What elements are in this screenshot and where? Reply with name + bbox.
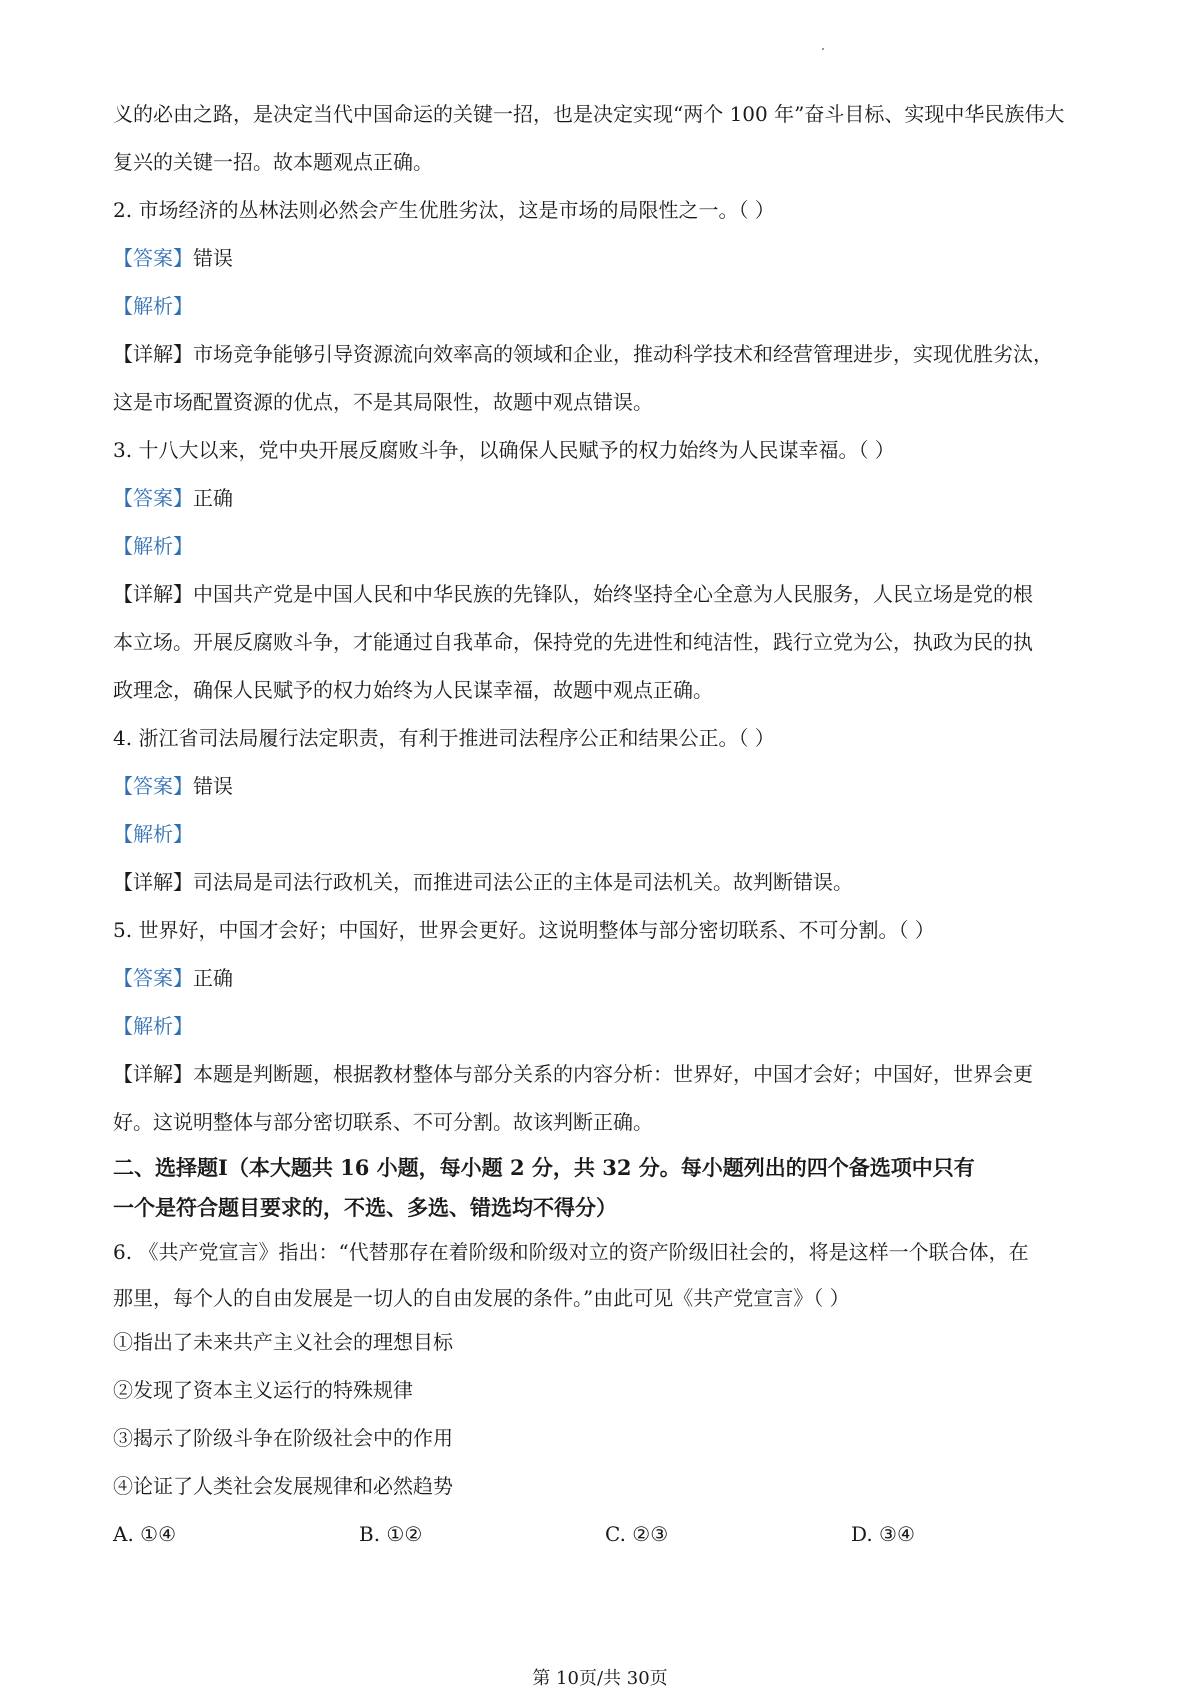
statement-item: ②发现了资本主义运行的特殊规律 [113,1378,413,1402]
question-6 [113,1232,1098,1558]
label-tag: 【答案】 [113,966,193,990]
question-stem: 那里，每个人的自由发展是一切人的自由发展的条件。”由此可见《共产党宣言》（ ） [113,1286,850,1310]
option-d[interactable]: D. ③④ [851,1522,915,1546]
line-text: 5. 世界好，中国才会好；中国好，世界会更好。这说明整体与部分密切联系、不可分割。（ ） [113,918,935,942]
answer-line [113,474,1098,522]
line-text: 错误 [193,774,233,798]
answer-line [113,522,1098,570]
line-text: 错误 [193,246,233,270]
answer-line [113,762,1098,810]
line-text: 【详解】司法局是司法行政机关，而推进司法公正的主体是司法机关。故判断错误。 [113,870,853,894]
text-line [113,90,1098,138]
option-a[interactable]: A. ①④ [113,1522,177,1546]
option-b[interactable]: B. ①② [359,1522,423,1546]
label-tag: 【解析】 [113,1014,193,1038]
text-line [113,378,1098,426]
line-text: 义的必由之路，是决定当代中国命运的关键一招，也是决定实现“两个 100 年”奋斗目标、实现中华民族伟大 [113,102,1065,126]
text-line [113,426,1098,474]
section-heading [113,1148,1098,1228]
answer-line [113,1002,1098,1050]
text-lines [113,90,1098,1146]
label-tag: 【答案】 [113,246,193,270]
question-stem: 6. 《共产党宣言》指出：“代替那存在着阶级和阶级对立的资产阶级旧社会的，将是这样一个联合体，在 [113,1240,1029,1264]
label-tag: 【解析】 [113,294,193,318]
line-text: 【详解】本题是判断题，根据教材整体与部分关系的内容分析：世界好，中国才会好；中国好，世界会更 [113,1062,1033,1086]
page-footer: 第 10页/共 30页 [532,1668,668,1689]
line-text: 2. 市场经济的丛林法则必然会产生优胜劣汰，这是市场的局限性之一。（ ） [113,198,775,222]
label-tag: 【答案】 [113,774,193,798]
line-text: 好。这说明整体与部分密切联系、不可分割。故该判断正确。 [113,1110,653,1134]
text-line [113,186,1098,234]
line-text: 复兴的关键一招。故本题观点正确。 [113,150,433,174]
line-text: 【详解】市场竞争能够引导资源流向效率高的领域和企业，推动科学技术和经营管理进步，实现优胜劣汰， [113,342,1053,366]
text-line [113,858,1098,906]
text-line [113,138,1098,186]
line-text: 4. 浙江省司法局履行法定职责，有利于推进司法程序公正和结果公正。（ ） [113,726,775,750]
document-body [113,90,1098,1558]
answer-line [113,810,1098,858]
answer-line [113,282,1098,330]
answer-line [113,954,1098,1002]
label-tag: 【解析】 [113,822,193,846]
text-line [113,330,1098,378]
text-line [113,1098,1098,1146]
line-text: 政理念，确保人民赋予的权力始终为人民谋幸福，故题中观点正确。 [113,678,713,702]
line-text: 这是市场配置资源的优点，不是其局限性，故题中观点错误。 [113,390,653,414]
text-line [113,906,1098,954]
line-text: 正确 [193,486,233,510]
statement-item: ③揭示了阶级斗争在阶级社会中的作用 [113,1426,453,1450]
text-line [113,714,1098,762]
answer-options [113,1510,1098,1558]
text-line [113,1050,1098,1098]
line-text: 本立场。开展反腐败斗争，才能通过自我革命，保持党的先进性和纯洁性，践行立党为公，执政为民的执 [113,630,1033,654]
line-text: 【详解】中国共产党是中国人民和中华民族的先锋队，始终坚持全心全意为人民服务，人民立场是党的根 [113,582,1033,606]
answer-line [113,234,1098,282]
scan-dot [822,48,824,50]
line-text: 正确 [193,966,233,990]
section-heading-line: 二、选择题Ⅰ（本大题共 16 小题，每小题 2 分，共 32 分。每小题列出的四个备选项中只有 [113,1155,975,1180]
label-tag: 【答案】 [113,486,193,510]
section-heading-line: 一个是符合题目要求的，不选、多选、错选均不得分） [113,1195,617,1220]
text-line [113,570,1098,618]
text-line [113,666,1098,714]
option-c[interactable]: C. ②③ [605,1522,669,1546]
statement-item: ①指出了未来共产主义社会的理想目标 [113,1330,453,1354]
text-line [113,618,1098,666]
statement-item: ④论证了人类社会发展规律和必然趋势 [113,1474,453,1498]
line-text: 3. 十八大以来，党中央开展反腐败斗争，以确保人民赋予的权力始终为人民谋幸福。（ ） [113,438,895,462]
label-tag: 【解析】 [113,534,193,558]
